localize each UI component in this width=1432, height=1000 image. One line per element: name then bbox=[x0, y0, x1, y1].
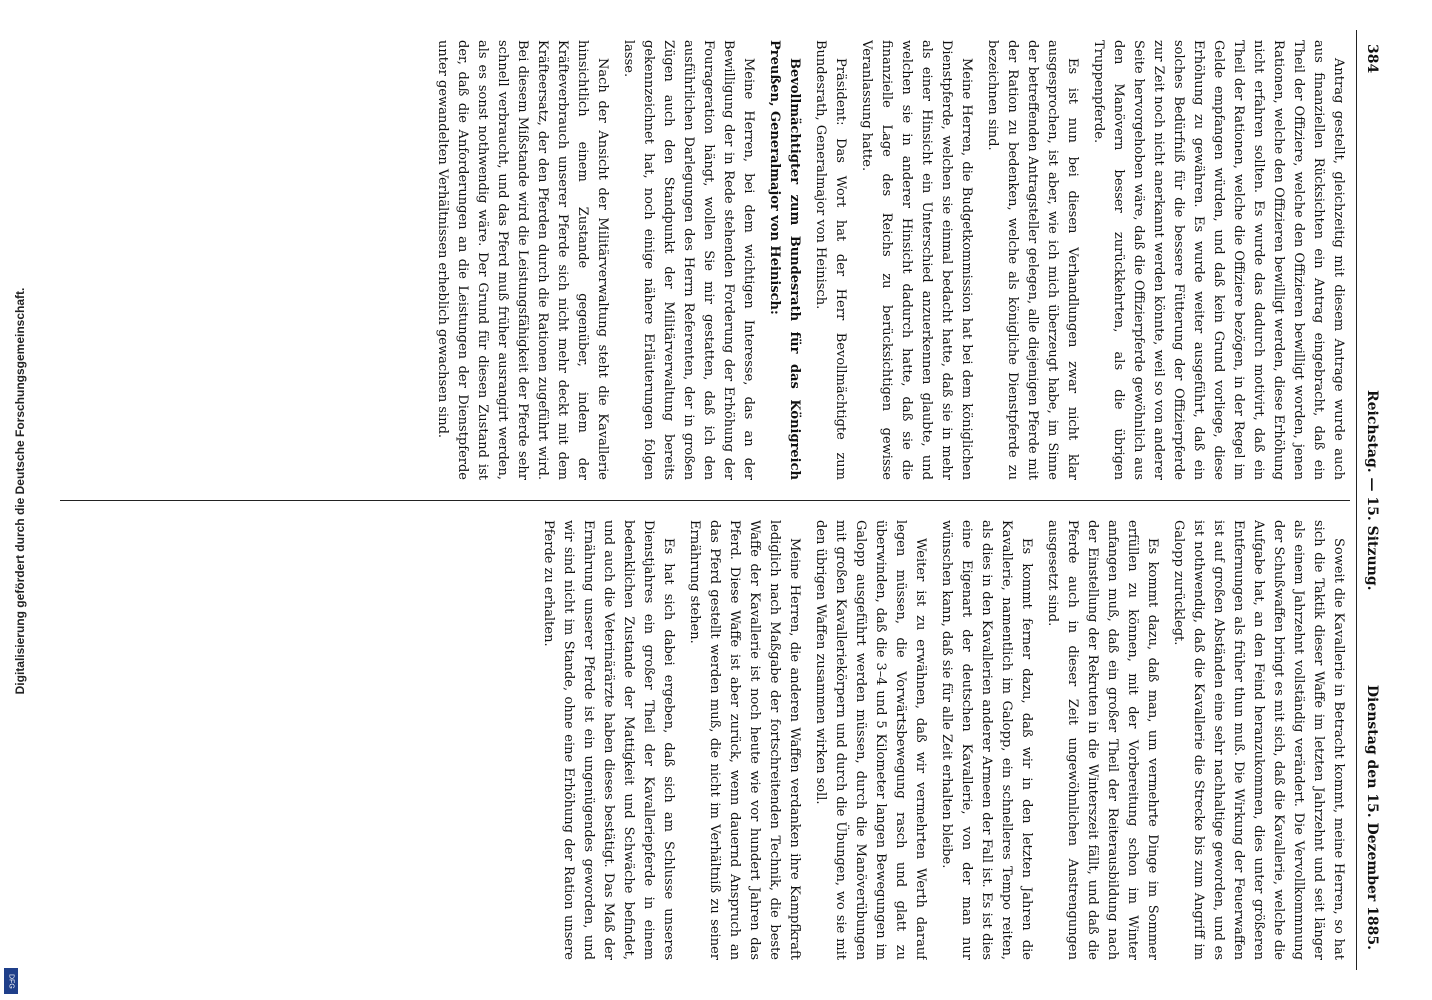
funding-credit: Digitalisierung gefördert durch die Deutsche Forschungsgemeinschaft. bbox=[13, 287, 27, 695]
digitization-footer bbox=[0, 0, 27, 1000]
paragraph: Es hat sich dabei ergeben, daß sich am Schlusse unseres Dienstjahres ein großer Theil der Kavalleriepferde in einem bedenklichen Zustande der Mattigkeit und Schwäche befindet, und auch die Veterinärärzte haben dieses bestätigt. Das Maß der Ernährung unserer Pferde ist ein ungenügendes geworden, und wir sind nicht im Stande, ohne eine Erhöhung der Ration unsere Pferde zu erhalten. bbox=[541, 520, 676, 960]
paragraph: Meine Herren, die anderen Waffen verdanken ihre Kampfkraft lediglich nach Maßgabe der fortschreitenden Technik, die beste Waffe der Kavallerie ist noch heute wie vor hundert Jahren das Pferd. Diese Waffe ist aber zurück, wenn dauernd Anspruch an das Pferd gestellt werden muß, die nicht im Verhältniß zu seiner Ernährung stehen. bbox=[687, 520, 802, 960]
paragraph: Antrag gestellt, gleichzeitig mit diesem Antrage wurde auch aus finanziellen Rücksichten ein Antrag eingebracht, daß ein Theil der Offiziere, welche den Offizieren bewilligt worden, jenen Rationen, welche den Offizieren bewilligt werden, diese Erhöhung nicht erfahren sollten. Es wurde das dadurch motivirt, daß ein Theil der Rationen, welche die Offiziere bezögen, in der Regel im Gelde empfangen würden, und daß kein Grund vorliege, diese Erhöhung zu gewähren. Es wurde weiter ausgeführt, daß ein solches Bedürfniß für die bessere Fütterung der Offizierpferde zur Zeit noch nicht anerkannt werden könnte, weil so von anderer Seite hervorgehoben wäre, daß die Offizierpferde gewöhnlich aus den Manövern besser zurückkehrten, als die übrigen Truppenpferde. bbox=[1091, 40, 1346, 480]
paragraph: Meine Herren, die Budgetkommission hat bei dem königlichen Dienstpferde, welchen sie einmal bedacht hatte, daß sie in mehr als einer Hinsicht ein Unterschied anzuerkennen glaubte, und welchen sie in anderer Hinsicht dadurch hatte, daß sie die finanzielle Lage des Reichs zu berücksichtigen gewisse Veranlassung hatte. bbox=[859, 40, 974, 480]
right-column bbox=[68, 520, 1348, 960]
dfg-logo-icon: DFG bbox=[4, 968, 18, 994]
rotated-page-content bbox=[46, 30, 1386, 970]
paragraph: Es ist nun bei diesen Verhandlungen zwar nicht klar ausgesprochen, ist aber, wie ich mich überzeugt habe, im Sinne der betreffenden Antragsteller gelegen, alle diejenigen Pferde mit der Ration zu bedenken, welche als königliche Dienstpferde zu bezeichnen sind. bbox=[985, 40, 1080, 480]
paragraph: Meine Herren, bei dem wichtigen Interesse, das an der Bewilligung der in Rede stehenden Forderung der Erhöhung der Fourageration hängt, wollen Sie mir gestatten, daß ich den ausführlichen Darlegungen des Herrn Referenten, der in großen Zügen auch den Standpunkt der Militärverwaltung bereits gekennzeichnet hat, noch einige nähere Erläuterungen folgen lasse. bbox=[621, 40, 756, 480]
header-rule bbox=[1356, 30, 1357, 970]
session-title: Reichstag. — 15. Sitzung. bbox=[1364, 390, 1380, 591]
left-column bbox=[68, 40, 1348, 480]
paragraph: Präsident: Das Wort hat der Herr Bevollmächtigte zum Bundesrath, Generalmajor von Heinisch. bbox=[813, 40, 848, 480]
paragraph: Soweit die Kavallerie in Betracht kommt, meine Herren, so hat sich die Taktik dieser Waffe im letzten Jahrzehnt und seit länger als einem Jahrzehnt vollständig verändert. Die Vervollkommnung der Schußwaffen bringt es mit sich, daß die Kavallerie, welche die Aufgabe hat, an den Feind heranzukommen, dies unter größeren Entfernungen als früher thun muß. Die Wirkung der Feuerwaffen ist auf großen Abständen eine sehr nachhaltige geworden, und es ist nothwendig, daß die Kavallerie die Strecke bis zum Angriff im Galopp zurücklegt. bbox=[1171, 520, 1346, 960]
page-header bbox=[1356, 30, 1386, 970]
paragraph: Weiter ist zu erwähnen, daß wir vermehrten Werth darauf legen müssen, die Vorwärtsbewegung rasch und glatt zu überwinden, daß die 3–4 und 5 Kilometer langen Bewegungen im Galopp ausgeführt werden müssen, durch die Manöverübungen mit großen Kavalleriekörpern und durch die Übungen, wo sie mit den übrigen Waffen zusammen wirken soll. bbox=[813, 520, 928, 960]
paragraph: Nach der Ansicht der Militärverwaltung steht die Kavallerie hinsichtlich einem Zustande gegenüber, indem der Kräfteverbrauch unserer Pferde sich nicht mehr deckt mit dem Kräfteersatz, der den Pferden durch die Rationen zugeführt wird. Bei diesem Mißstande wird die Leistungsfähigkeit der Pferde sehr schnell verbraucht, und das Pferd muß früher ausrangirt werden, als es sonst nothwendig wäre. Der Grund für diesen Zustand ist der, daß die Anforderungen an die Leistungen der Dienstpferde unter gewandelten Verhältnissen erheblich gewachsen sind. bbox=[435, 40, 610, 480]
paragraph: Es kommt ferner dazu, daß wir in den letzten Jahren die Kavallerie, namentlich im Galopp, ein schnelleres Tempo reiten, als dies in den Kavallerien anderer Armeen der Fall ist. Es ist dies eine Eigenart der deutschen Kavallerie, von der man nur wünschen kann, daß sie für alle Zeit erhalten bleibe. bbox=[939, 520, 1034, 960]
speaker-heading: Bevollmächtigter zum Bundesrath für das Königreich Preußen, Generalmajor von Heinisch: bbox=[767, 40, 802, 480]
paragraph: Es kommt dazu, daß man, um vermehrte Dinge im Sommer erfüllen zu können, mit der Vorbereitung schon im Winter anfangen muß, daß ein großer Theil der Reiterausbildung nach der Einstellung der Rekruten in die Winterszeit fällt, und daß die Pferde auch in dieser Zeit ungewöhnlichen Anstrengungen ausgesetzt sind. bbox=[1045, 520, 1160, 960]
page-number: 384 bbox=[1364, 44, 1380, 74]
session-date: Dienstag den 15. Dezember 1885. bbox=[1364, 684, 1380, 950]
column-divider bbox=[60, 500, 1350, 501]
